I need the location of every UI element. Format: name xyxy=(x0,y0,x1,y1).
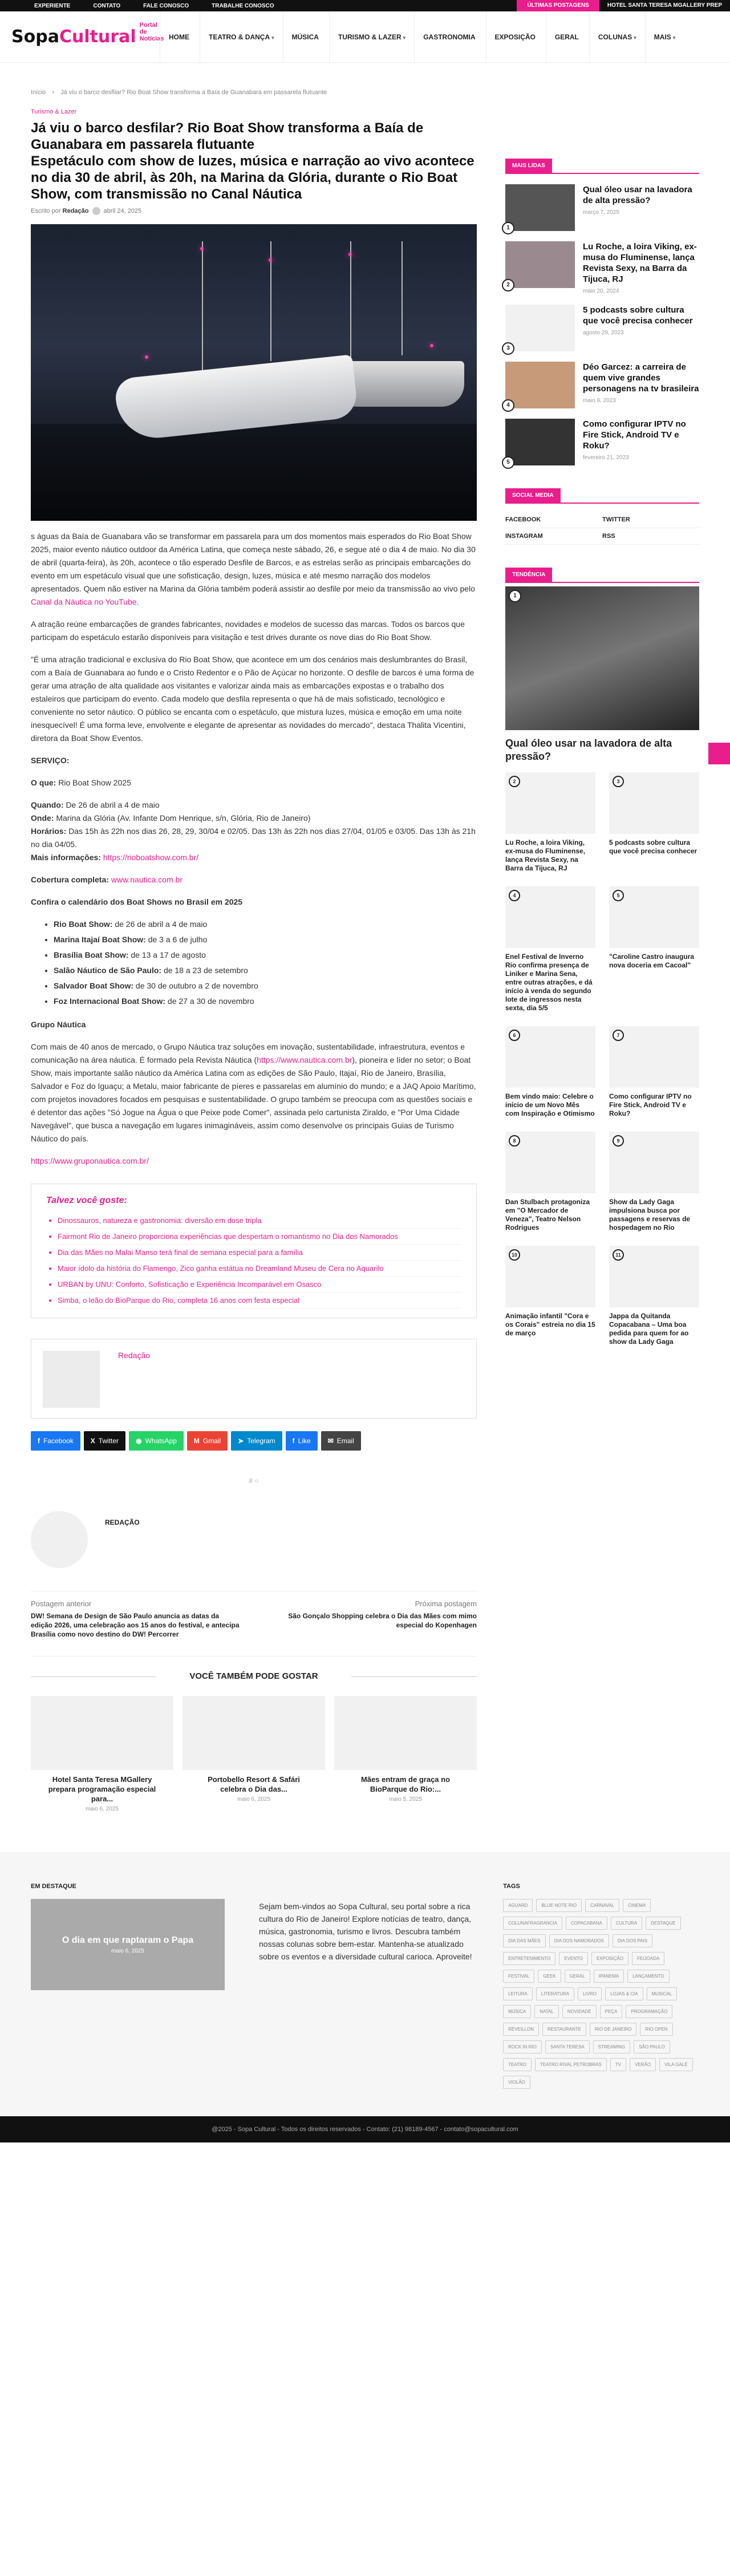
coverage-link[interactable]: www.nautica.com.br xyxy=(111,875,183,884)
tag-link[interactable]: TEATRO xyxy=(503,2058,532,2071)
also-like-date: maio 6, 2025 xyxy=(237,1796,270,1803)
calendar-heading: Confira o calendário dos Boat Shows no Brasil em 2025 xyxy=(31,897,243,906)
group-heading: Grupo Náutica xyxy=(31,1020,86,1029)
logo-word-2: Cultural xyxy=(59,27,136,47)
topbar-link[interactable]: EXPERIENTE xyxy=(34,2,71,9)
breadcrumb-home[interactable]: Início xyxy=(31,89,46,96)
related-link[interactable]: • Dinossauros, natureza e gastronomia: diversão em dose tripla xyxy=(58,1213,461,1229)
calendar-event-dates: de 26 de abril a 4 de maio xyxy=(115,920,208,929)
social-link-twitter[interactable]: TWITTER xyxy=(602,512,699,528)
also-like-image xyxy=(31,1696,173,1770)
trend-card[interactable] xyxy=(505,1026,595,1118)
also-like-grid xyxy=(31,1696,477,1812)
featured-heading: EM DESTAQUE xyxy=(31,1883,76,1890)
popular-item[interactable] xyxy=(505,241,699,294)
nav-item[interactable] xyxy=(546,11,589,63)
service-details: Quando: De 26 de abril a 4 de maio Onde: Marina da Glória (Av. Infante Dom Henrique, s/n, Glória, Rio de Janeiro) Horários: Das 15h às 22h nos dias 26, 28, 29, 30/04 e 02/05. Das 13h às 22h nos dias 27/04, 01/05 e 03/05. Das 13h às 21h no dia 04/05. Mais informações: https://rioboatshow.com.br/ xyxy=(31,800,476,862)
tag-link[interactable]: STREAMING xyxy=(593,2040,631,2053)
site-logo[interactable] xyxy=(11,21,164,47)
tag-link[interactable]: ENTRETENIMENTO xyxy=(503,1952,555,1965)
calendar-list xyxy=(31,917,477,1009)
social-heading: SOCIAL MEDIA xyxy=(505,488,561,503)
featured-title[interactable]: O dia em que raptaram o Papa xyxy=(62,1935,194,1945)
also-like-date: maio 5, 2025 xyxy=(389,1796,422,1803)
telegram-icon: ➤ xyxy=(238,1437,244,1445)
trend-heading: TENDÊNCIA xyxy=(505,568,552,582)
trend-image xyxy=(609,772,699,834)
trend-image xyxy=(505,1026,595,1088)
calendar-item xyxy=(54,932,477,947)
trend-title-text[interactable]: "Caroline Castro inaugura nova doceria em Cacoal" xyxy=(609,953,695,969)
trend-main-number: 1 xyxy=(509,590,521,602)
trend-image xyxy=(505,772,595,834)
popular-heading: MAIS LIDAS xyxy=(505,159,552,173)
site-header xyxy=(0,11,730,63)
prev-post[interactable] xyxy=(31,1599,242,1639)
trend-number: 6 xyxy=(509,1030,520,1041)
tag-link[interactable]: LEITURA xyxy=(503,1987,533,2000)
also-like-card[interactable] xyxy=(31,1696,173,1812)
scroll-top-button[interactable] xyxy=(708,743,730,764)
trend-number: 8 xyxy=(509,1135,520,1147)
group-paragraph: Com mais de 40 anos de mercado, o Grupo Náutica traz soluções em inovação, sustentabilidade, infraestrutura, eventos e comunicação na área náutica. É formado pela Revista Náutica (https://www.nautica.com.br), pioneira e líder no setor; o Boat Show, mais importante salão náutico da América Latina com as edições de São Paulo, Itajaí, Rio de Janeiro, Brasília, Salvador e Foz do Iguaçu; a Metalu, maior fabricante de píeres e passarelas em alumínio do mundo; e a JAQ Apoio Marítimo, com projetos inovadores focados em pesquisas e sustentabilidade. O grupo também se preocupa com as questões sociais e é detentor das ações "Só Jogue na Água o que Peixe pode Comer", assinada pelo cartunista Ziraldo, e "Por Uma Cidade Navegável", que busca a navegação em lugares inimagináveis, assim como desenvolve os principais Guias de Turismo Náutico do país. xyxy=(31,1042,476,1143)
next-post[interactable] xyxy=(266,1599,477,1639)
coverage: Cobertura completa: www.nautica.com.br xyxy=(31,875,183,884)
tag-link[interactable]: VILA GALÉ xyxy=(659,2058,692,2071)
also-like-date: maio 6, 2025 xyxy=(86,1806,119,1812)
trend-number: 7 xyxy=(613,1030,624,1041)
also-like-title: VOCÊ TAMBÉM PODE GOSTAR xyxy=(31,1671,477,1681)
related-box xyxy=(31,1184,477,1318)
tag-link[interactable]: TEATRO RIVAL PETROBRAS xyxy=(535,2058,607,2071)
tag-link[interactable]: MUSICAL xyxy=(647,1987,678,2000)
popular-text xyxy=(583,241,699,294)
calendar-item xyxy=(54,963,477,978)
trend-card[interactable] xyxy=(609,1026,699,1118)
article-title: Já viu o barco desfilar? Rio Boat Show transforma a Baía de Guanabara em passarela flutuante Espetáculo com show de luzes, música e narração ao vivo acontece no dia 30 de abril, às 20h, na Marina da Glória, durante o Rio Boat Show, com transmissão no Canal Náutica xyxy=(31,120,474,202)
related-link[interactable]: • Simba, o leão do BioParque do Rio, completa 16 anos com festa especial xyxy=(58,1293,461,1309)
latest-posts-label: ÚLTIMAS POSTAGENS xyxy=(517,0,599,11)
tag-link[interactable]: GERAL xyxy=(565,1970,590,1983)
written-by-label: Escrito por xyxy=(31,208,61,214)
trend-card[interactable] xyxy=(609,1132,699,1232)
popular-item[interactable] xyxy=(505,305,699,351)
tag-link[interactable]: SANTA TERESA xyxy=(545,2040,590,2053)
trend-card[interactable] xyxy=(505,772,595,873)
nav-item[interactable] xyxy=(414,11,485,63)
trend-title-text[interactable]: Jappa da Quitanda Copacabana – Uma boa pedida para quem for ao show da Lady Gaga xyxy=(609,1312,689,1346)
nav-item[interactable] xyxy=(200,11,283,63)
popular-date: maio 9, 2023 xyxy=(583,398,616,404)
tag-link[interactable]: IPANEMA xyxy=(594,1970,624,1983)
next-post-title[interactable]: São Gonçalo Shopping celebra o Dia das Mães com mimo especial do Kopenhagen xyxy=(288,1612,477,1629)
grupo-nautica-link[interactable]: https://www.gruponautica.com.br/ xyxy=(31,1156,149,1165)
social-link-rss[interactable]: RSS xyxy=(602,528,699,545)
trend-number: 2 xyxy=(509,776,520,787)
calendar-event-name: Rio Boat Show: xyxy=(54,920,113,929)
tag-link[interactable]: EVENTO xyxy=(559,1952,588,1965)
popular-title[interactable]: 5 podcasts sobre cultura que você precisa conhecer xyxy=(583,305,693,326)
trend-number: 5 xyxy=(613,890,624,901)
logo-tagline: Portal de Notícias xyxy=(139,21,164,42)
prev-post-title[interactable]: DW! Semana de Design de São Paulo anuncia as datas da edição 2026, uma celebração aos 15 anos do festival, e antecipa Brasília como novo destino do DW! Percorrer xyxy=(31,1612,240,1638)
trend-card[interactable] xyxy=(505,1132,595,1232)
share-telegram-button[interactable] xyxy=(231,1431,282,1451)
trend-title-text[interactable]: Bem vindo maio: Celebre o início de um Novo Mês com Inspiração e Otimismo xyxy=(505,1092,595,1117)
calendar-item xyxy=(54,917,477,932)
social-link-instagram[interactable]: INSTAGRAM xyxy=(505,528,602,545)
article-meta xyxy=(31,207,477,215)
post-navigation xyxy=(31,1599,477,1656)
youtube-link[interactable]: Canal da Náutica no YouTube. xyxy=(31,597,139,606)
nav-label: TEATRO & DANÇA xyxy=(209,33,270,41)
trend-number: 11 xyxy=(613,1249,624,1261)
popular-list xyxy=(505,184,699,465)
breadcrumb xyxy=(0,89,730,96)
trend-number: 4 xyxy=(509,890,520,901)
article-category[interactable]: Turismo & Lazer xyxy=(31,108,77,115)
popular-number: 1 xyxy=(502,222,514,234)
popular-image xyxy=(505,184,575,231)
prev-post-label: Postagem anterior xyxy=(31,1599,92,1608)
popular-date: março 7, 2025 xyxy=(583,209,619,216)
featured-date: maio 6, 2025 xyxy=(111,1947,144,1954)
tag-link[interactable]: NATAL xyxy=(534,2005,559,2018)
related-list xyxy=(46,1213,461,1309)
tag-link[interactable]: ROCK IN RIO xyxy=(503,2040,542,2053)
tag-link[interactable]: VERÃO xyxy=(630,2058,656,2071)
related-link[interactable]: • Dia das Mães no Malai Manso terá final de semana especial para a família xyxy=(58,1245,461,1261)
share-gmail-button[interactable] xyxy=(187,1431,228,1451)
share-label: Telegram xyxy=(247,1437,275,1445)
article-author[interactable]: Redação xyxy=(62,208,89,214)
trend-image xyxy=(505,1132,595,1193)
tag-link[interactable]: COPACABANA xyxy=(566,1917,607,1930)
article-paragraph: "É uma atração tradicional e exclusiva do Rio Boat Show, que acontece em um dos cenários mais deslumbrantes do Brasil, com a Baía de Guanabara ao fundo e o Cristo Redentor e o Pão de Açúcar no horizonte. O desfile de barcos é uma forma de gerar uma atração de alta qualidade aos visitantes e valorizar ainda mais as embarcações expostas e o trabalho dos estaleiros que participam do evento. Cada modelo que desfila representa o que há de mais sofisticado, tecnológico e conveniente no setor náutico. O público se encanta com o espetáculo, que mistura luzes, música e emoção em uma noite inesquecível! É uma forma leve, envolvente e elegante de apresentar as novidades do mercado", destaca Thalita Vicentini, diretora da Boat Show Eventos. xyxy=(31,655,474,743)
tag-link[interactable]: AGUARD xyxy=(503,1899,533,1912)
nav-label: HOME xyxy=(169,33,189,41)
calendar-event-name: Marina Itajaí Boat Show: xyxy=(54,935,146,944)
nav-item[interactable] xyxy=(283,11,329,63)
breadcrumb-current: Já viu o barco desfilar? Rio Boat Show transforma a Baía de Guanabara em passarela flutuante xyxy=(60,89,327,96)
tag-link[interactable]: CARNAVAL xyxy=(585,1899,619,1912)
calendar-event-dates: de 30 de outubro a 2 de novembro xyxy=(135,981,258,990)
author-photo xyxy=(43,1351,100,1408)
popular-number: 3 xyxy=(502,342,514,355)
chevron-down-icon: ▾ xyxy=(271,34,274,40)
share-email-button[interactable] xyxy=(321,1431,361,1451)
popular-image xyxy=(505,241,575,288)
calendar-event-dates: de 18 a 23 de setembro xyxy=(163,966,248,975)
service-what: O que: Rio Boat Show 2025 xyxy=(31,778,131,787)
trend-card[interactable] xyxy=(505,1246,595,1346)
topbar-link[interactable]: TRABALHE CONOSCO xyxy=(212,2,274,9)
trend-image xyxy=(609,1132,699,1193)
footer-about: Sejam bem-vindos ao Sopa Cultural, seu portal sobre a rica cultura do Rio de Janeiro! Explore notícias de teatro, dança, música, gastronomia, turismo e livros. Descubra também nossas colunas sobre bem-estar. Mantenha-se atualizado sobre os eventos e a diversidade cultural carioca. Aproveite! xyxy=(259,1902,472,1961)
tag-link[interactable]: GEEK xyxy=(538,1970,561,1983)
like-icon: f xyxy=(292,1437,295,1445)
tag-link[interactable]: BLUE NOTE RIO xyxy=(536,1899,582,1912)
tag-link[interactable]: TV xyxy=(610,2058,626,2071)
popular-number: 4 xyxy=(502,399,514,412)
social-links xyxy=(505,512,699,545)
popular-text xyxy=(583,362,699,408)
nav-label: MAIS xyxy=(654,33,671,41)
author-box xyxy=(31,1339,477,1419)
tag-link[interactable]: FESTIVAL xyxy=(503,1970,534,1983)
calendar-event-name: Foz Internacional Boat Show: xyxy=(54,997,166,1006)
trend-number: 10 xyxy=(509,1249,520,1261)
share-label: Gmail xyxy=(202,1437,221,1445)
date-icon xyxy=(92,207,100,215)
related-link[interactable]: • Maior ídolo da história do Flamengo, Zico ganha estátua no Dreamland Museu de Cera no Aquarilo xyxy=(58,1261,461,1277)
topbar-right xyxy=(517,0,730,11)
nav-item[interactable] xyxy=(589,11,645,63)
popular-item[interactable] xyxy=(505,362,699,408)
calendar-event-name: Brasília Boat Show: xyxy=(54,950,129,959)
share-label: Email xyxy=(336,1437,354,1445)
article-main xyxy=(31,108,477,1812)
nautica-link[interactable]: https://www.nautica.com.br xyxy=(257,1055,352,1064)
tag-link[interactable]: DIA DOS PAIS xyxy=(613,1934,652,1947)
nav-item[interactable] xyxy=(645,11,684,63)
popular-text xyxy=(583,419,699,465)
calendar-item xyxy=(54,978,477,994)
trend-title-text[interactable]: Show da Lady Gaga impulsiona busca por passagens e reservas de hospedagem no Rio xyxy=(609,1198,691,1232)
tag-link[interactable]: PEÇA xyxy=(600,2005,623,2018)
gmail-icon: M xyxy=(193,1437,200,1445)
calendar-item xyxy=(54,947,477,963)
nav-item[interactable] xyxy=(329,11,414,63)
email-icon: ✉ xyxy=(327,1437,334,1445)
also-like-card[interactable] xyxy=(182,1696,325,1812)
trend-title-text[interactable]: 5 podcasts sobre cultura que você precisa conhecer xyxy=(609,839,697,855)
hero-image xyxy=(31,224,477,521)
tags-heading: TAGS xyxy=(503,1883,520,1890)
service-heading: SERVIÇO: xyxy=(31,756,70,765)
top-bar xyxy=(0,0,730,11)
tag-link[interactable]: LITERATURA xyxy=(536,1987,574,2000)
pagination[interactable]: # ○ xyxy=(249,1477,259,1485)
also-like-title-text[interactable]: Hotel Santa Teresa MGallery prepara programação especial para... xyxy=(48,1775,156,1803)
popular-text xyxy=(583,184,699,231)
popular-number: 2 xyxy=(502,279,514,291)
trend-image xyxy=(609,1246,699,1307)
nav-item[interactable] xyxy=(160,11,200,63)
tag-link[interactable]: DESTAQUE xyxy=(646,1917,680,1930)
related-link[interactable]: • Fairmont Rio de Janeiro proporciona experiências que despertam o romantismo no Dia dos Namorados xyxy=(58,1229,461,1245)
calendar-event-dates: de 13 a 17 de agosto xyxy=(131,950,206,959)
tag-link[interactable]: COLUNAFRAGRANCIA xyxy=(503,1917,562,1930)
trend-main-image[interactable] xyxy=(505,586,699,730)
popular-text xyxy=(583,305,699,351)
nav-label: TURISMO & LAZER xyxy=(338,33,402,41)
whatsapp-icon: ◉ xyxy=(136,1437,142,1445)
trend-image xyxy=(505,886,595,948)
calendar-event-dates: de 3 a 6 de julho xyxy=(148,935,208,944)
article-paragraph: A atração reúne embarcações de grandes fabricantes, novidades e modelos de sucesso das marcas. Todos os barcos que participam do espetáculo estarão disponíveis para visitação e test drives durante os nove dias do Rio Boat Show. xyxy=(31,619,465,642)
tag-link[interactable]: DIA DOS NAMORADOS xyxy=(549,1934,609,1947)
nav-label: GERAL xyxy=(554,33,579,41)
breadcrumb-separator: › xyxy=(52,89,55,96)
tag-link[interactable]: RÉVEILLON xyxy=(503,2023,539,2036)
chevron-down-icon: ▾ xyxy=(403,34,406,40)
trend-title-text[interactable]: Enel Festival de Inverno Rio confirma presença de Liniker e Marina Sena, entre outras atrações, e dá início à venda do segundo lote de ingressos nesta sexta, dia 5/5 xyxy=(505,953,593,1012)
social-link-facebook[interactable]: FACEBOOK xyxy=(505,512,602,528)
trend-card[interactable] xyxy=(609,886,699,1012)
calendar-item xyxy=(54,994,477,1009)
trend-main-title[interactable]: Qual óleo usar na lavadora de alta pressão? xyxy=(505,738,672,762)
author-footer xyxy=(31,1511,477,1591)
calendar-event-name: Salvador Boat Show: xyxy=(54,981,134,990)
site-footer xyxy=(0,1852,730,2116)
trend-card[interactable] xyxy=(505,886,595,1012)
tag-link[interactable]: CULTURA xyxy=(611,1917,642,1930)
article-date: abril 24, 2025 xyxy=(103,208,142,214)
popular-title[interactable]: Como configurar IPTV no Fire Stick, Android TV e Roku? xyxy=(583,419,686,451)
popular-title[interactable]: Qual óleo usar na lavadora de alta pressão? xyxy=(583,185,692,205)
trend-number: 3 xyxy=(613,776,624,787)
calendar-event-name: Salão Náutico de São Paulo: xyxy=(54,966,162,975)
logo-word-1: Sopa xyxy=(11,27,59,47)
tag-link[interactable]: MÚSICA xyxy=(503,2005,531,2018)
next-post-label: Próxima postagem xyxy=(415,1599,477,1608)
trend-title-text[interactable]: Animação infantil "Cora e os Corais" estreia no dia 15 de março xyxy=(505,1312,595,1337)
share-label: WhatsApp xyxy=(145,1437,177,1445)
trend-image xyxy=(609,1026,699,1088)
also-like-title-text[interactable]: Portobello Resort & Safári celebra o Dia das... xyxy=(208,1775,300,1793)
share-twitter-button[interactable] xyxy=(84,1431,125,1451)
trend-card[interactable] xyxy=(609,772,699,873)
author-avatar xyxy=(31,1511,88,1568)
author-box-name[interactable]: Redação xyxy=(118,1351,151,1360)
featured-post[interactable] xyxy=(31,1899,225,1990)
sidebar xyxy=(505,159,699,1812)
popular-date: maio 20, 2024 xyxy=(583,288,619,294)
facebook-icon: f xyxy=(38,1437,40,1445)
popular-image xyxy=(505,419,575,465)
nav-label: COLUNAS xyxy=(598,33,632,41)
topbar-link[interactable]: CONTATO xyxy=(93,2,121,9)
popular-image xyxy=(505,362,575,408)
article-paragraph: s águas da Baía de Guanabara vão se transformar em passarela para um dos momentos mais esperados do Rio Boat Show 2025, maior evento náutico outdoor da América Latina, que começa neste sábado, 26, e segue até o dia 4 de maio. No dia 30 de abril (quarta-feira), às 20h, acontece o tão esperado Desfile de Barcos, e as estrelas serão as principais embarcações do evento em um espetáculo visual que une sofisticação, design, luzes, música e até mesmo narração dos modelos apresentados. Quem não estiver na Marina da Glória também poderá assistir ao desfile por meio da transmissão ao vivo pelo Canal da Náutica no YouTube. xyxy=(31,532,476,606)
nav-label: EXPOSIÇÃO xyxy=(494,33,536,41)
tag-link[interactable]: RIO DE JANEIRO xyxy=(590,2023,636,2036)
popular-title[interactable]: Déo Garcez: a carreira de quem vive grandes personagens na tv brasileira xyxy=(583,362,699,394)
more-info-link[interactable]: https://rioboatshow.com.br/ xyxy=(103,853,199,862)
tag-link[interactable]: VIOLÃO xyxy=(503,2076,530,2089)
share-whatsapp-button[interactable] xyxy=(129,1431,184,1451)
tag-link[interactable]: RIO OPEN xyxy=(640,2023,672,2036)
topbar-link[interactable]: FALE CONOSCO xyxy=(143,2,189,9)
share-facebook-button[interactable] xyxy=(31,1431,80,1451)
popular-item[interactable] xyxy=(505,419,699,465)
share-label: Twitter xyxy=(98,1437,119,1445)
tag-cloud xyxy=(503,1899,699,2093)
news-ticker[interactable]: HOTEL SANTA TERESA MGALLERY PREP xyxy=(607,2,722,9)
trend-title-text[interactable]: Como configurar IPTV no Fire Stick, Android TV e Roku? xyxy=(609,1092,692,1117)
tag-link[interactable]: LIVRO xyxy=(578,1987,602,2000)
also-like-title-text[interactable]: Mães entram de graça no BioParque do Rio:... xyxy=(360,1775,451,1793)
trend-image xyxy=(609,886,699,948)
popular-number: 5 xyxy=(502,456,514,469)
chevron-down-icon: ▾ xyxy=(634,34,636,40)
tag-link[interactable]: NOVIDADE xyxy=(562,2005,597,2018)
author-footer-name[interactable]: REDAÇÃO xyxy=(105,1518,140,1526)
trend-card[interactable] xyxy=(609,1246,699,1346)
twitter-icon: X xyxy=(90,1437,95,1445)
popular-date: fevereiro 21, 2023 xyxy=(583,455,629,461)
popular-title[interactable]: Lu Roche, a loira Viking, ex-musa do Fluminense, lança Revista Sexy, na Barra da Tijuca, RJ xyxy=(583,242,697,284)
share-label: Like xyxy=(298,1437,311,1445)
popular-image xyxy=(505,305,575,351)
calendar-event-dates: de 27 a 30 de novembro xyxy=(167,997,254,1006)
also-like-image xyxy=(182,1696,325,1770)
share-bar xyxy=(31,1431,477,1451)
tag-link[interactable]: RESTAURANTE xyxy=(542,2023,586,2036)
trend-title-text[interactable]: Dan Stulbach protagoniza em "O Mercador de Veneza", Teatro Nelson Rodrigues xyxy=(505,1198,590,1232)
article-subtitle: Espetáculo com show de luzes, música e narração ao vivo acontece no dia 30 de abril, às 20h, na Marina da Glória, durante o Rio Boat Show, com transmissão no Canal Náutica xyxy=(31,153,474,202)
tag-link[interactable]: FEIJOADA xyxy=(632,1952,664,1965)
tag-link[interactable]: CINEMA xyxy=(623,1899,651,1912)
tag-link[interactable]: DIA DAS MÃES xyxy=(503,1934,545,1947)
tag-link[interactable]: LOJAS & CIA xyxy=(605,1987,643,2000)
copyright-bar: @2025 - Sopa Cultural - Todos os direitos reservados - Contato: (21) 98189-4567 - contato@sopacultural.com xyxy=(0,2116,730,2142)
also-like-card[interactable] xyxy=(334,1696,477,1812)
share-like-button[interactable] xyxy=(286,1431,318,1451)
chevron-down-icon: ▾ xyxy=(672,34,676,40)
nav-label: GASTRONOMIA xyxy=(423,33,476,41)
share-label: Facebook xyxy=(43,1437,74,1445)
also-like-image xyxy=(334,1696,477,1770)
related-title: Talvez você goste: xyxy=(46,1196,127,1205)
main-nav xyxy=(160,11,684,63)
tag-link[interactable]: LANÇAMENTO xyxy=(627,1970,669,1983)
popular-date: agosto 29, 2023 xyxy=(583,330,624,336)
related-link[interactable]: • URBAN by UNU: Conforto, Sofisticação e Experiência Incomparável em Osasco xyxy=(58,1277,461,1293)
nav-item[interactable] xyxy=(486,11,546,63)
nav-label: MÚSICA xyxy=(291,33,319,41)
tag-link[interactable]: SÃO PAULO xyxy=(634,2040,670,2053)
trend-grid xyxy=(505,772,699,1360)
tag-link[interactable]: EXPOSIÇÃO xyxy=(591,1952,628,1965)
trend-image xyxy=(505,1246,595,1307)
trend-number: 9 xyxy=(613,1135,624,1147)
tag-link[interactable]: PROGRAMAÇÃO xyxy=(626,2005,672,2018)
popular-item[interactable] xyxy=(505,184,699,231)
trend-title-text[interactable]: Lu Roche, a loira Viking, ex-musa do Fluminense, lança Revista Sexy, na Barra da Tijuca, RJ xyxy=(505,839,586,872)
